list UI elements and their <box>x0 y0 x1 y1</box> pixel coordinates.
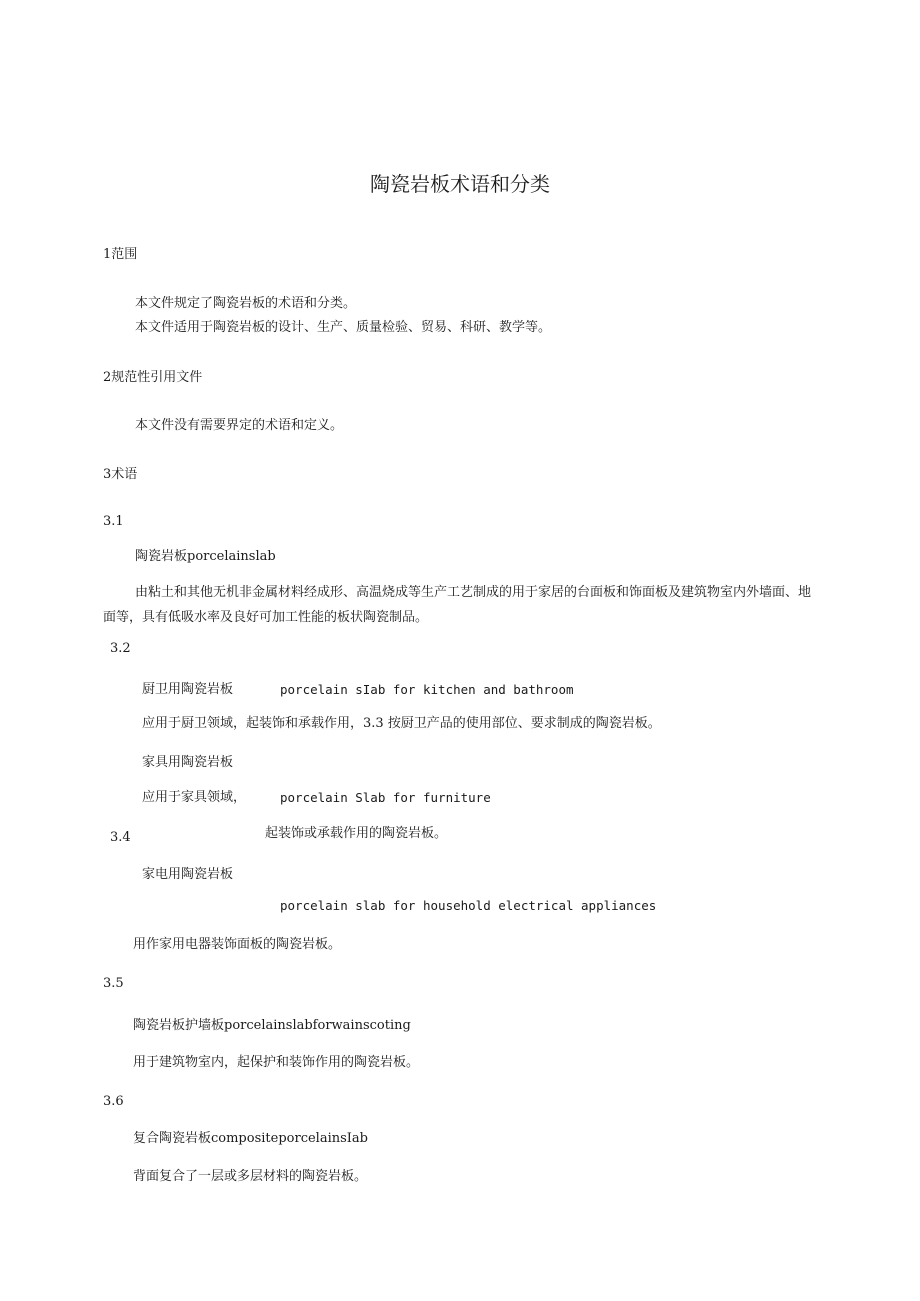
term-name: 陶瓷岩板porcelainslab <box>135 549 276 564</box>
term-name-cn: 家电用陶瓷岩板 <box>142 867 234 882</box>
term-definition: 应用于家具领域， <box>142 790 247 805</box>
term-number: 3.2 <box>110 641 131 656</box>
term-number: 3.5 <box>103 976 124 991</box>
term-definition: 背面复合了一层或多层材料的陶瓷岩板。 <box>133 1169 368 1184</box>
term-definition: 用作家用电器装饰面板的陶瓷岩板。 <box>133 937 342 952</box>
term-name-cn: 厨卫用陶瓷岩板 <box>142 682 234 697</box>
section-1-paragraph: 本文件适用于陶瓷岩板的设计、生产、质量检验、贸易、科研、教学等。 <box>135 320 552 335</box>
term-definition: 由粘土和其他无机非金属材料经成形、高温烧成等生产工艺制成的用于家居的台面板和饰面板及建筑物室内外墙面、地面等，具有低吸水率及良好可加工性能的板状陶瓷制品。 <box>103 585 812 625</box>
section-1-paragraph: 本文件规定了陶瓷岩板的术语和分类。 <box>135 296 357 311</box>
term-name-en: porcelain Slab for furniture <box>280 790 491 805</box>
term-name-en: porcelain sIab for kitchen and bathroom <box>280 682 574 697</box>
term-number: 3.1 <box>103 514 124 529</box>
term-name: 复合陶瓷岩板compositeporcelainsIab <box>133 1131 368 1146</box>
term-definition: 用于建筑物室内，起保护和装饰作用的陶瓷岩板。 <box>133 1055 420 1070</box>
term-definition: 应用于厨卫领域，起装饰和承载作用，3.3 按厨卫产品的使用部位、要求制成的陶瓷岩板。 <box>142 716 661 731</box>
term-number: 3.6 <box>103 1094 124 1109</box>
section-2-paragraph: 本文件没有需要界定的术语和定义。 <box>135 418 344 433</box>
term-name-cn: 家具用陶瓷岩板 <box>142 755 234 770</box>
page-title: 陶瓷岩板术语和分类 <box>370 172 550 196</box>
term-number: 3.4 <box>110 830 131 845</box>
section-1-heading: 1范围 <box>103 247 138 262</box>
term-name-en: porcelain slab for household electrical appliances <box>280 898 657 913</box>
section-2-heading: 2规范性引用文件 <box>103 370 203 385</box>
term-name: 陶瓷岩板护墙板porcelainslabforwainscoting <box>133 1018 411 1033</box>
term-definition: 起装饰或承载作用的陶瓷岩板。 <box>265 826 448 841</box>
section-3-heading: 3术语 <box>103 467 138 482</box>
